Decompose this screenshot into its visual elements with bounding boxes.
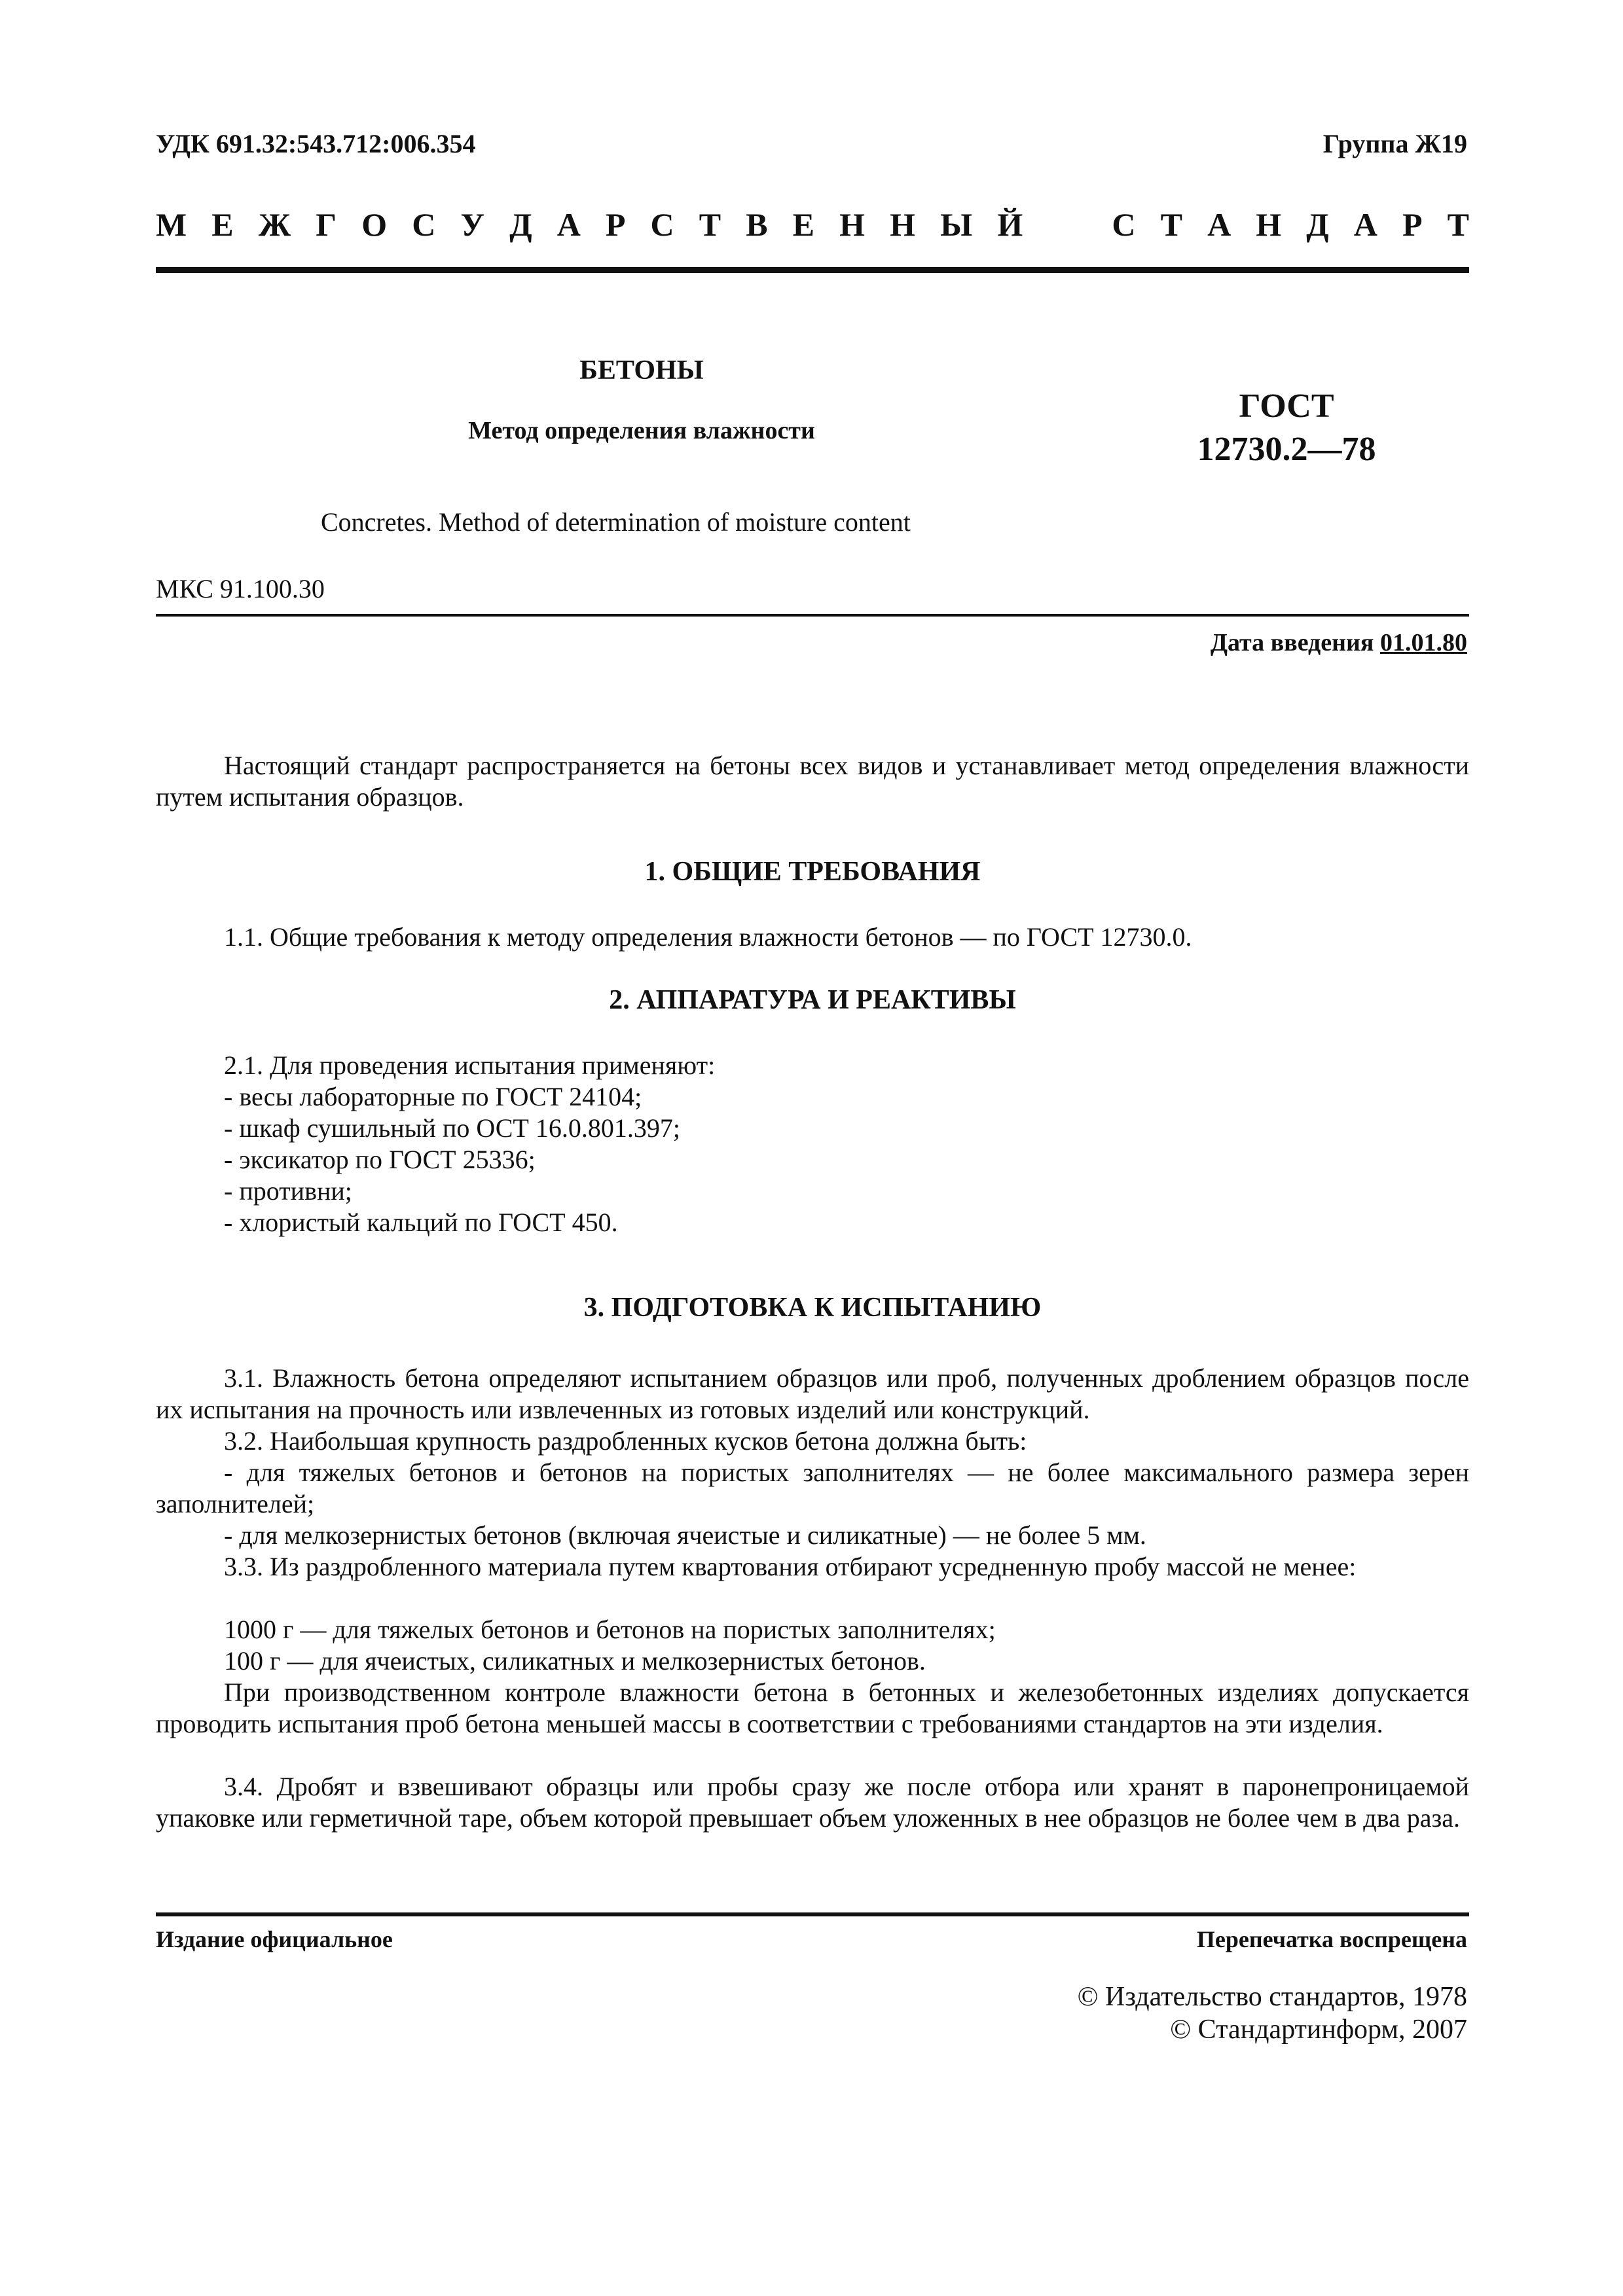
section-2-heading: 2. АППАРАТУРА И РЕАКТИВЫ <box>609 985 1016 1015</box>
banner-letter: С <box>650 206 674 243</box>
clause-3-3: 3.3. Из раздробленного материала путем квартования отбирают усредненную пробу массой не менее: <box>224 1552 1357 1581</box>
clause-3-1: 3.1. Влажность бетона определяют испытанием образцов или проб, полученных дроблением образцов после их испытания на прочность или извлеченных из готовых изделий или конструкций. <box>156 1363 1469 1424</box>
list-item: - весы лабораторные по ГОСТ 24104; <box>224 1082 642 1111</box>
clause-3-2-item: - для мелкозернистых бетонов (включая ячеистые и силикатные) — не более 5 мм. <box>224 1520 1146 1550</box>
section-3-heading: 3. ПОДГОТОВКА К ИСПЫТАНИЮ <box>583 1293 1042 1323</box>
reprint-prohibited-label: Перепечатка воспрещена <box>1196 1926 1467 1952</box>
banner-letter: Н <box>839 206 866 243</box>
banner-letter: Д <box>509 206 532 243</box>
footer-rule <box>156 1912 1469 1916</box>
document-subtitle: Метод определения влажности <box>468 417 815 444</box>
banner-letter: Г <box>316 206 337 243</box>
gost-designation <box>1178 385 1395 471</box>
clause-3-4: 3.4. Дробят и взвешивают образцы или пробы сразу же после отбора или хранят в паронепроницаемой упаковке или герметичной таре, объем которой превышает объем уложенных в нее образцов не более чем в два раза. <box>156 1772 1469 1833</box>
banner-letter: В <box>746 206 768 243</box>
clause-1-1: 1.1. Общие требования к методу определения влажности бетонов — по ГОСТ 12730.0. <box>224 922 1192 952</box>
banner-letter: Ж <box>258 206 291 243</box>
mks-code: МКС 91.100.30 <box>156 574 325 603</box>
introduction-date <box>1211 628 1467 657</box>
banner-letter: С <box>1112 206 1136 243</box>
clause-3-3-note: При производственном контроле влажности бетона в бетонных и железобетонных изделиях допускается проводить испытания проб бетона меньшей массы в соответствии с требованиями стандартов на эти изделия. <box>156 1677 1469 1738</box>
section-1-heading: 1. ОБЩИЕ ТРЕБОВАНИЯ <box>644 857 981 887</box>
banner-letter: А <box>1353 206 1377 243</box>
list-item: - эксикатор по ГОСТ 25336; <box>224 1145 536 1174</box>
copyright-line: © Стандартинформ, 2007 <box>1170 2015 1467 2045</box>
copyright-block <box>1078 1981 1467 2046</box>
banner-letter: М <box>156 206 187 243</box>
udk-code: УДК 691.32:543.712:006.354 <box>156 129 476 158</box>
gost-label: ГОСТ <box>1239 387 1334 425</box>
banner-letter: Т <box>699 206 721 243</box>
meta-rule <box>156 614 1469 617</box>
list-item: - шкаф сушильный по ОСТ 16.0.801.397; <box>224 1113 680 1143</box>
banner-letter: У <box>460 206 485 243</box>
banner-letter: Т <box>1160 206 1182 243</box>
banner-letter: А <box>1207 206 1231 243</box>
document-title: БЕТОНЫ <box>579 355 704 386</box>
group-code: Группа Ж19 <box>1322 129 1467 158</box>
official-edition-label: Издание официальное <box>156 1926 393 1952</box>
clause-3-2-item: - для тяжелых бетонов и бетонов на пористых заполнителях — не более максимального размера зерен заполнителей; <box>156 1458 1469 1518</box>
banner-letter: Е <box>792 206 815 243</box>
banner-letter: О <box>361 206 388 243</box>
english-title: Concretes. Method of determination of moisture content <box>321 507 911 537</box>
clause-3-3-item: 1000 г — для тяжелых бетонов и бетонов на пористых заполнителях; <box>224 1615 996 1644</box>
list-item: - хлористый кальций по ГОСТ 450. <box>224 1208 618 1237</box>
banner-letter: С <box>412 206 436 243</box>
clause-3-2: 3.2. Наибольшая крупность раздробленных кусков бетона должна быть: <box>224 1426 1027 1456</box>
banner-letter: Т <box>1447 206 1469 243</box>
banner-letter: Н <box>1256 206 1282 243</box>
banner-letter: Й <box>997 206 1023 243</box>
banner-letter: А <box>556 206 581 243</box>
clause-3-3-item: 100 г — для ячеистых, силикатных и мелкозернистых бетонов. <box>224 1646 926 1676</box>
intro-date-label: Дата введения <box>1210 629 1374 656</box>
banner-letter: Д <box>1306 206 1329 243</box>
gost-number: 12730.2—78 <box>1197 431 1376 468</box>
banner-letter: Н <box>890 206 916 243</box>
banner-letter: Р <box>605 206 626 243</box>
clause-2-1: 2.1. Для проведения испытания применяют: <box>224 1050 716 1080</box>
banner-gap <box>1048 206 1087 243</box>
list-item: - противни; <box>224 1176 352 1206</box>
banner-letter: Ы <box>940 206 973 243</box>
banner-letter: Е <box>211 206 234 243</box>
copyright-line: © Издательство стандартов, 1978 <box>1077 1982 1467 2012</box>
standard-banner <box>156 206 1469 243</box>
banner-letter: Р <box>1402 206 1423 243</box>
header-rule <box>156 267 1469 273</box>
intro-date-value: 01.01.80 <box>1380 629 1467 656</box>
intro-paragraph: Настоящий стандарт распространяется на бетоны всех видов и устанавливает метод определения влажности путем испытания образцов. <box>156 751 1469 812</box>
